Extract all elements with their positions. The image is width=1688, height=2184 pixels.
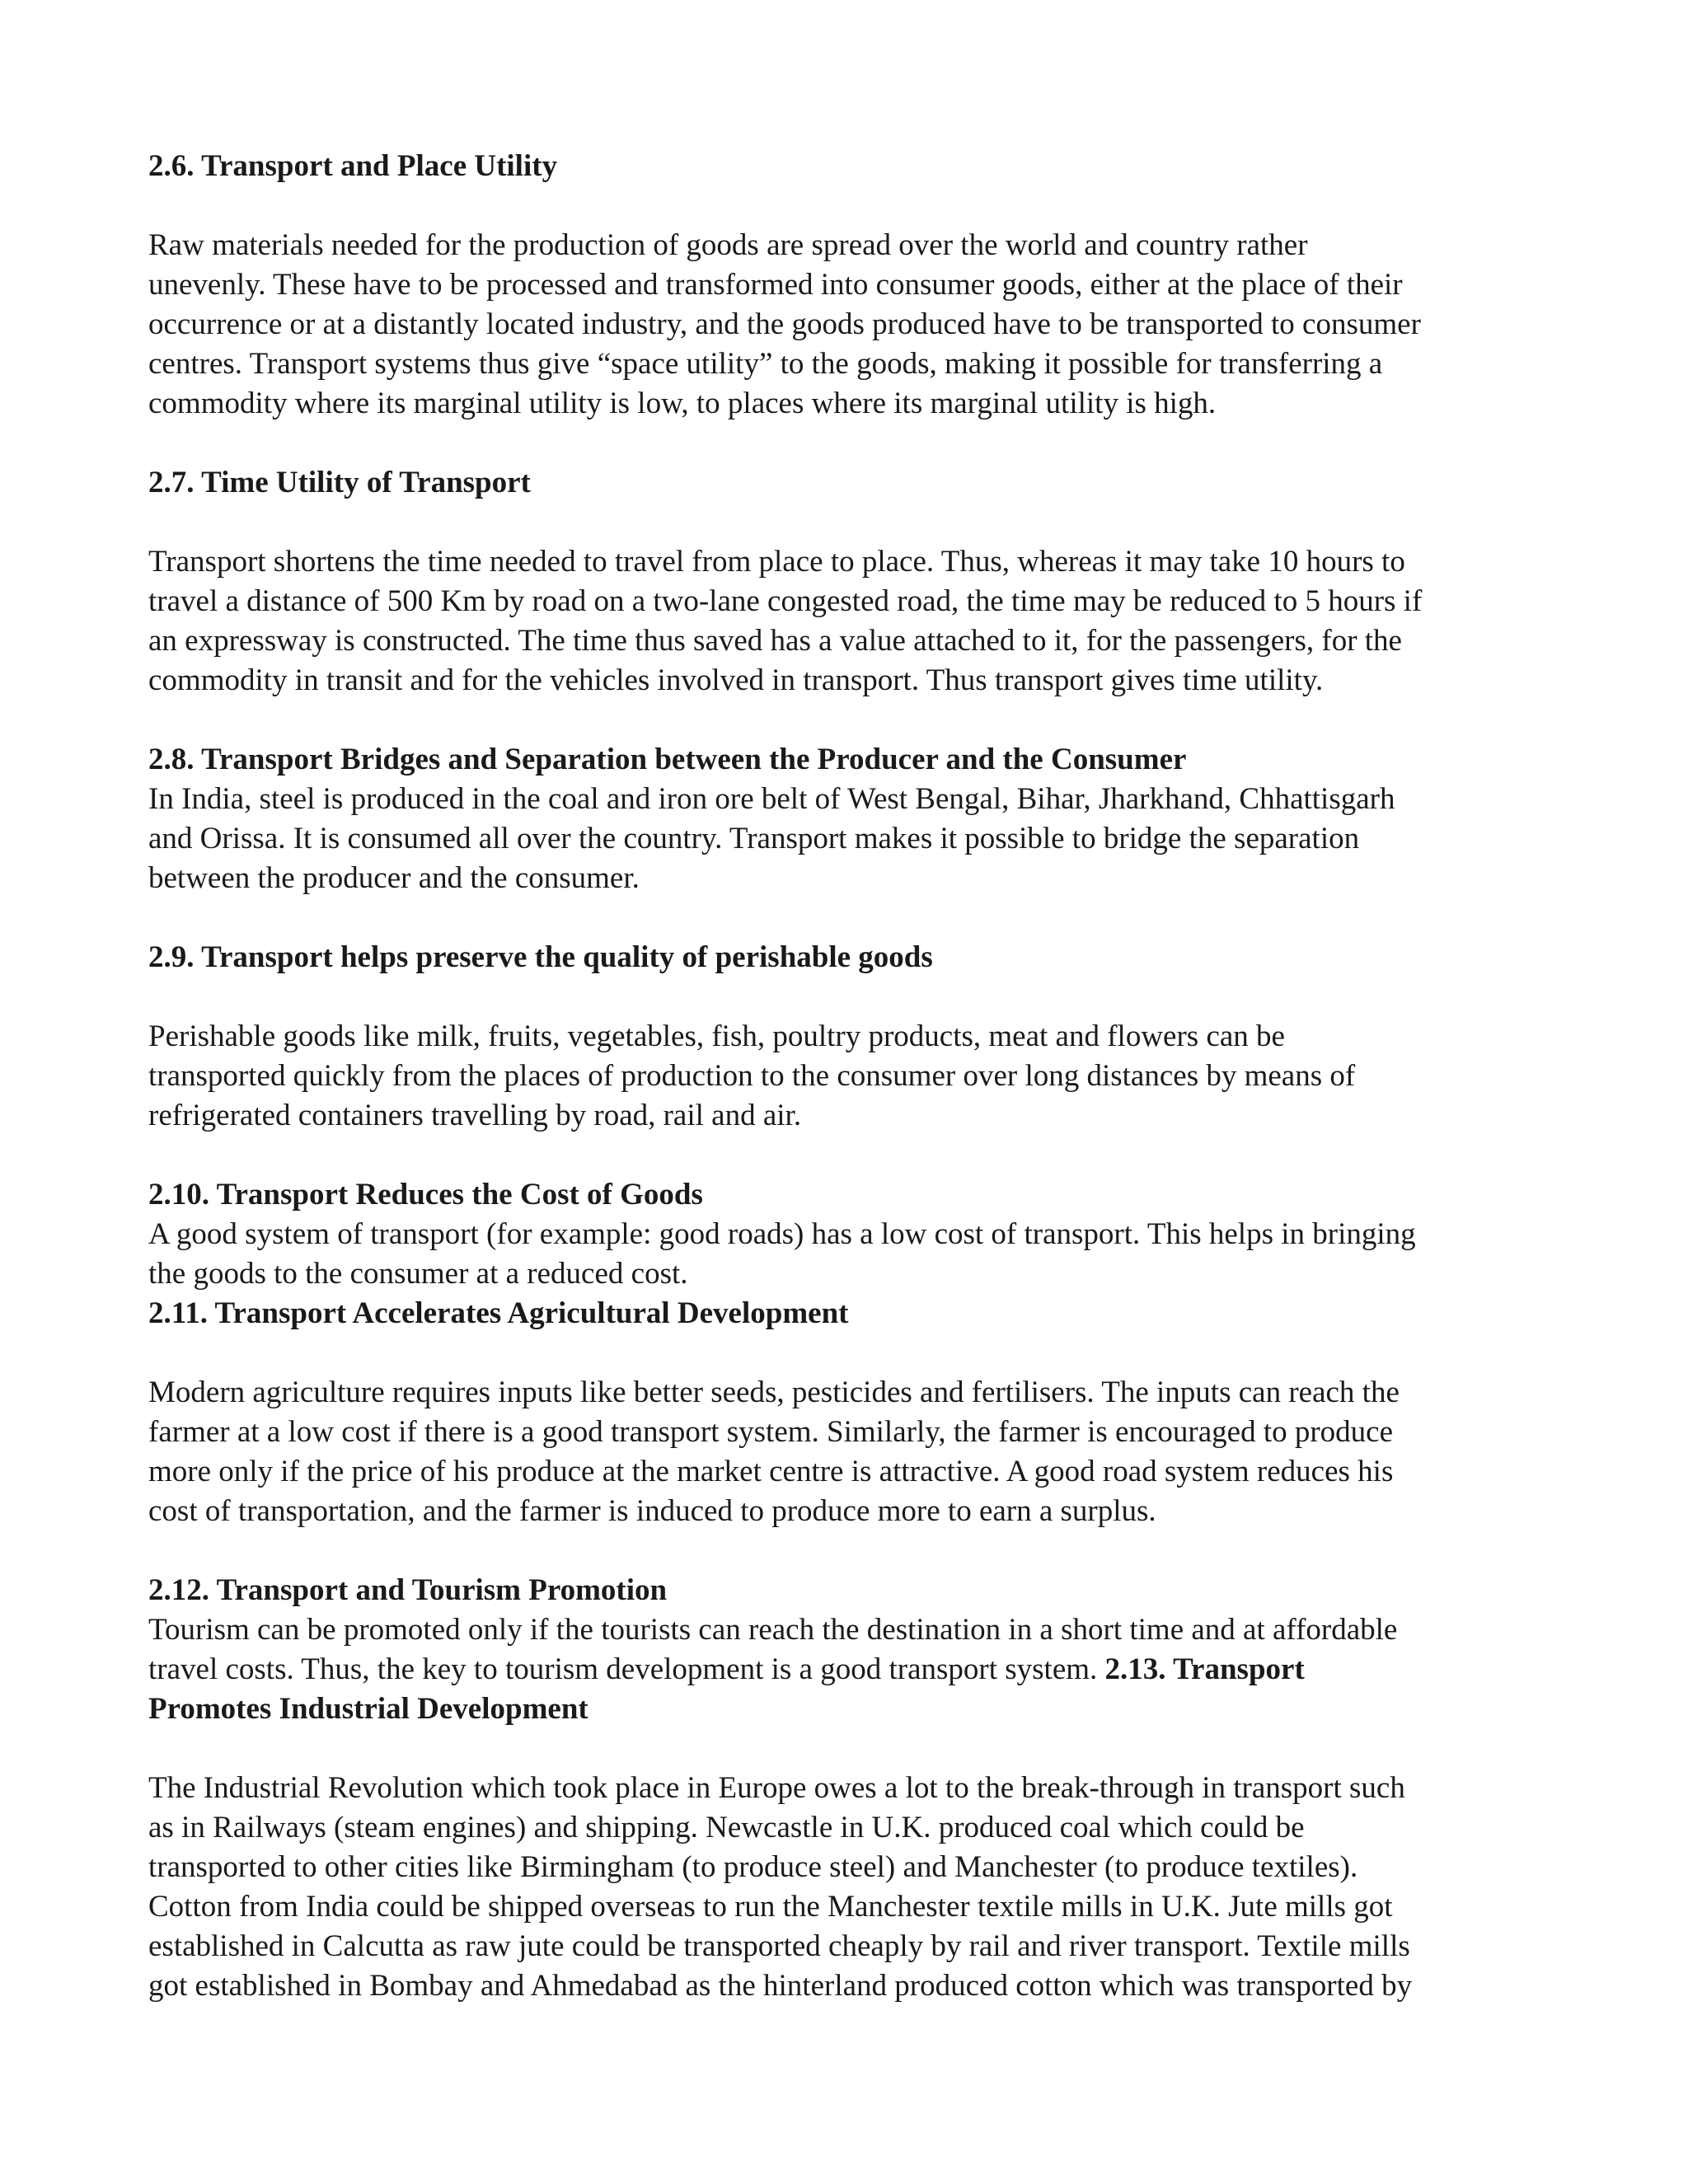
paragraph-2-8 (148, 780, 1550, 898)
text-line: as in Railways (steam engines) and shipping. Newcastle in U.K. produced coal which could be (148, 1811, 1305, 1844)
spacer (148, 1136, 1550, 1175)
text-line: the goods to the consumer at a reduced cost. (148, 1257, 688, 1291)
text-line: Cotton from India could be shipped overseas to run the Manchester textile mills in U.K. Jute mills got (148, 1890, 1393, 1924)
text-line-mixed (148, 1650, 1550, 1690)
text-line: Tourism can be promoted only if the tourists can reach the destination in a short time and at affordable (148, 1613, 1398, 1647)
section-heading-2-11: 2.11. Transport Accelerates Agricultural Development (148, 1296, 849, 1330)
text-line: The Industrial Revolution which took place in Europe owes a lot to the break-through in transport such (148, 1771, 1405, 1805)
text-line: Modern agriculture requires inputs like better seeds, pesticides and fertilisers. The inputs can reach the (148, 1376, 1400, 1409)
text-line: got established in Bombay and Ahmedabad as the hinterland produced cotton which was transported by (148, 1969, 1413, 2003)
paragraph-2-12 (148, 1610, 1550, 1729)
text-line: A good system of transport (for example: good roads) has a low cost of transport. This helps in bringing (148, 1217, 1416, 1251)
text-line: refrigerated containers travelling by road, rail and air. (148, 1099, 802, 1132)
text-line: travel a distance of 500 Km by road on a two-lane congested road, the time may be reduced to 5 hours if (148, 584, 1423, 618)
text-line: Raw materials needed for the production of goods are spread over the world and country rather (148, 228, 1308, 262)
text-line: Transport shortens the time needed to travel from place to place. Thus, whereas it may take 10 hours to (148, 545, 1405, 579)
text-line: an expressway is constructed. The time thus saved has a value attached to it, for the passengers, for the (148, 624, 1402, 658)
paragraph-2-11 (148, 1373, 1550, 1531)
spacer (148, 424, 1550, 463)
section-heading-2-13-end: Promotes Industrial Development (148, 1692, 588, 1726)
text-line: transported to other cities like Birmingham (to produce steel) and Manchester (to produce textiles). (148, 1850, 1358, 1884)
text-line: transported quickly from the places of production to the consumer over long distances by means of (148, 1059, 1356, 1093)
spacer (148, 1729, 1550, 1769)
text-line: between the producer and the consumer. (148, 861, 640, 895)
spacer (148, 1531, 1550, 1571)
spacer (148, 977, 1550, 1017)
text-line: commodity where its marginal utility is low, to places where its marginal utility is high. (148, 387, 1217, 420)
spacer (148, 701, 1550, 740)
spacer (148, 1333, 1550, 1373)
paragraph-2-10 (148, 1215, 1550, 1294)
section-heading-2-9: 2.9. Transport helps preserve the quality of perishable goods (148, 940, 933, 974)
section-heading-2-13-start: 2.13. Transport (1104, 1652, 1305, 1686)
text-line: commodity in transit and for the vehicles involved in transport. Thus transport gives time utility. (148, 663, 1324, 697)
text-line: Perishable goods like milk, fruits, vegetables, fish, poultry products, meat and flowers can be (148, 1019, 1285, 1053)
text-line: farmer at a low cost if there is a good transport system. Similarly, the farmer is encouraged to produce (148, 1415, 1394, 1449)
spacer (148, 898, 1550, 938)
text-line: more only if the price of his produce at the market centre is attractive. A good road system reduces his (148, 1455, 1394, 1488)
paragraph-2-9 (148, 1017, 1550, 1136)
paragraph-2-6 (148, 226, 1550, 424)
section-heading-2-6: 2.6. Transport and Place Utility (148, 149, 558, 183)
paragraph-2-7 (148, 542, 1550, 701)
section-heading-2-10: 2.10. Transport Reduces the Cost of Goods (148, 1178, 703, 1212)
spacer (148, 503, 1550, 542)
text-line: centres. Transport systems thus give “space utility” to the goods, making it possible for transferring a (148, 347, 1383, 381)
text-line: occurrence or at a distantly located industry, and the goods produced have to be transported to consumer (148, 307, 1421, 341)
text-line: cost of transportation, and the farmer is induced to produce more to earn a surplus. (148, 1494, 1156, 1528)
text-line: established in Calcutta as raw jute could be transported cheaply by rail and river transport. Textile mills (148, 1929, 1410, 1963)
text-line: and Orissa. It is consumed all over the country. Transport makes it possible to bridge the separation (148, 822, 1360, 855)
text-line: In India, steel is produced in the coal and iron ore belt of West Bengal, Bihar, Jharkhand, Chhattisgarh (148, 782, 1395, 816)
inline-text: travel costs. Thus, the key to tourism development is a good transport system. (148, 1652, 1105, 1686)
paragraph-2-13 (148, 1769, 1550, 2006)
section-heading-2-7: 2.7. Time Utility of Transport (148, 466, 531, 499)
section-heading-2-12: 2.12. Transport and Tourism Promotion (148, 1573, 668, 1607)
spacer (148, 186, 1550, 226)
document-page (148, 147, 1550, 2006)
section-heading-2-8: 2.8. Transport Bridges and Separation between the Producer and the Consumer (148, 743, 1187, 776)
text-line: unevenly. These have to be processed and transformed into consumer goods, either at the place of their (148, 268, 1403, 302)
